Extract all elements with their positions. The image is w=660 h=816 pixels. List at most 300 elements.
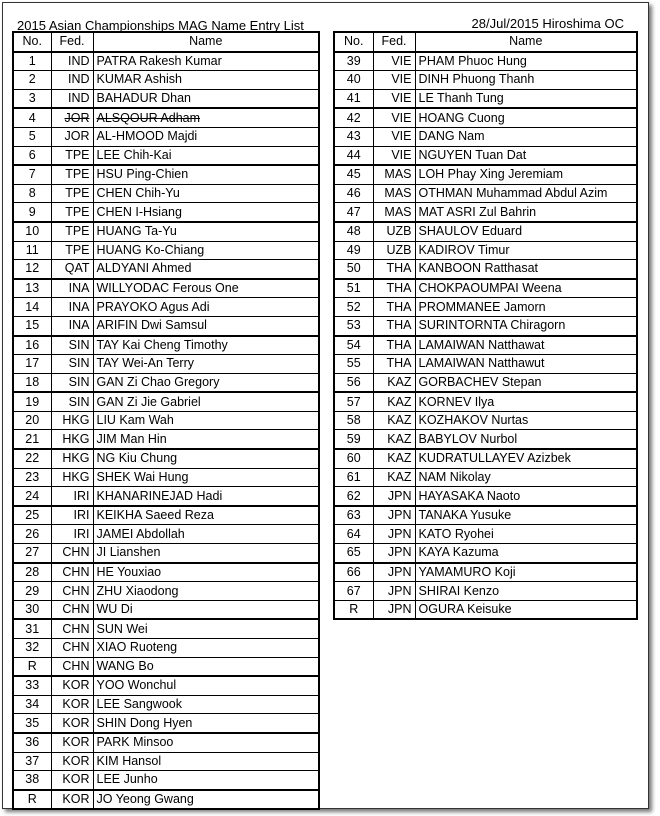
cell-name: [415, 316, 637, 335]
cell-fed: [51, 298, 93, 317]
header-name: Name: [415, 32, 637, 52]
no-text: 21: [25, 431, 40, 446]
fed-text: IRI: [73, 488, 90, 503]
cell-no: [13, 506, 51, 525]
cell-name: [415, 184, 637, 203]
no-text: 34: [25, 697, 40, 712]
table-row: [13, 336, 319, 355]
cell-fed: [51, 714, 93, 733]
header-fed: Fed.: [373, 32, 415, 52]
no-text: 56: [346, 374, 361, 389]
fed-text: KAZ: [387, 451, 412, 466]
cell-fed: [51, 260, 93, 279]
table-row: [13, 430, 319, 449]
name-text: XIAO Ruoteng: [96, 640, 178, 655]
name-text: PRAYOKO Agus Adi: [96, 299, 210, 314]
table-row: [334, 411, 637, 430]
table-row: [334, 468, 637, 487]
cell-name: [415, 222, 637, 241]
cell-no: [334, 468, 373, 487]
table-row: [13, 506, 319, 525]
cell-fed: [51, 430, 93, 449]
table-row: [13, 203, 319, 222]
no-text: 48: [346, 224, 361, 239]
name-text: OTHMAN Muhammad Abdul Azim: [418, 186, 608, 201]
cell-fed: [51, 639, 93, 658]
cell-name: [93, 714, 319, 733]
no-text: 64: [346, 526, 361, 541]
cell-fed: [373, 316, 415, 335]
cell-fed: [51, 355, 93, 374]
table-row: [334, 89, 637, 108]
no-text: R: [349, 602, 359, 617]
cell-fed: [373, 600, 415, 619]
cell-no: [13, 563, 51, 582]
no-text: 63: [346, 508, 361, 523]
no-text: 62: [346, 488, 361, 503]
cell-name: [415, 279, 637, 298]
name-text: HSU Ping-Chien: [96, 167, 189, 182]
cell-no: [13, 600, 51, 619]
fed-text: THA: [386, 337, 412, 352]
header-no: No.: [334, 32, 373, 52]
no-text: 51: [346, 281, 361, 296]
table-row: [334, 108, 637, 127]
cell-fed: [51, 89, 93, 108]
no-text: 60: [346, 451, 361, 466]
cell-fed: [373, 449, 415, 468]
fed-text: CHN: [62, 640, 90, 655]
document-title: 2015 Asian Championships MAG Name Entry List: [17, 18, 304, 33]
cell-name: [415, 89, 637, 108]
cell-name: [415, 108, 637, 127]
cell-name: [93, 752, 319, 771]
fed-text: KOR: [62, 735, 90, 750]
fed-text: HKG: [62, 431, 90, 446]
table-row: [334, 544, 637, 563]
cell-name: [93, 563, 319, 582]
table-row: [334, 52, 637, 71]
table-row: [334, 449, 637, 468]
cell-fed: [51, 657, 93, 676]
no-text: 22: [25, 451, 40, 466]
table-row: [13, 639, 319, 658]
name-text: KOZHAKOV Nurtas: [418, 413, 529, 428]
no-text: 47: [346, 204, 361, 219]
fed-text: VIE: [391, 53, 412, 68]
cell-no: [334, 108, 373, 127]
no-text: 24: [25, 488, 40, 503]
no-text: 55: [346, 356, 361, 371]
table-row: [13, 411, 319, 430]
name-text: BAHADUR Dhan: [96, 91, 191, 106]
name-text: CHEN Chih-Yu: [96, 186, 180, 201]
cell-no: [334, 430, 373, 449]
fed-text: SIN: [68, 337, 90, 352]
fed-text: JPN: [387, 526, 412, 541]
fed-text: UZB: [386, 224, 412, 239]
table-row: [334, 506, 637, 525]
header-row: [13, 32, 319, 52]
cell-name: [93, 771, 319, 790]
fed-text: INA: [68, 281, 90, 296]
name-text: GORBACHEV Stepan: [418, 374, 542, 389]
fed-text: TPE: [65, 186, 90, 201]
name-text: SURINTORNTA Chiragorn: [418, 318, 566, 333]
name-text: TANAKA Yusuke: [418, 508, 512, 523]
no-text: 43: [346, 129, 361, 144]
cell-name: [415, 600, 637, 619]
cell-name: [93, 71, 319, 90]
fed-text: CHN: [62, 621, 90, 636]
no-text: 37: [25, 753, 40, 768]
fed-text: KOR: [62, 792, 90, 807]
cell-name: [415, 298, 637, 317]
fed-text: UZB: [386, 242, 412, 257]
no-text: R: [27, 792, 37, 807]
cell-name: [415, 203, 637, 222]
name-text: ALDYANI Ahmed: [96, 261, 192, 276]
table-row: [334, 222, 637, 241]
cell-fed: [51, 165, 93, 184]
fed-text: KAZ: [387, 431, 412, 446]
cell-name: [93, 449, 319, 468]
no-text: 6: [28, 147, 36, 162]
table-row: [13, 260, 319, 279]
name-text: WILLYODAC Ferous One: [96, 281, 239, 296]
name-text: KORNEV Ilya: [418, 394, 495, 409]
name-text: KIM Hansol: [96, 753, 162, 768]
no-text: 5: [28, 129, 36, 144]
table-row: [334, 165, 637, 184]
name-text: KHANARINEJAD Hadi: [96, 488, 223, 503]
table-row: [13, 582, 319, 601]
fed-text: QAT: [64, 261, 90, 276]
name-text: NG Kiu Chung: [96, 451, 178, 466]
cell-no: [13, 260, 51, 279]
name-text: KATO Ryohei: [418, 526, 494, 541]
table-row: [13, 657, 319, 676]
cell-name: [93, 411, 319, 430]
table-row: [13, 316, 319, 335]
fed-text: JPN: [387, 602, 412, 617]
cell-no: [13, 752, 51, 771]
fed-text: THA: [386, 356, 412, 371]
no-text: 30: [25, 602, 40, 617]
cell-name: [415, 544, 637, 563]
table-row: [13, 752, 319, 771]
no-text: 23: [25, 469, 40, 484]
table-row: [13, 790, 319, 810]
cell-fed: [51, 468, 93, 487]
cell-no: [13, 657, 51, 676]
cell-name: [415, 336, 637, 355]
cell-name: [93, 392, 319, 411]
no-text: 31: [25, 621, 40, 636]
fed-text: CHN: [62, 564, 90, 579]
no-text: 41: [346, 91, 361, 106]
no-text: 25: [25, 508, 40, 523]
fed-text: MAS: [384, 186, 412, 201]
no-text: 35: [25, 715, 40, 730]
name-text: HE Youxiao: [96, 564, 162, 579]
fed-text: HKG: [62, 451, 90, 466]
fed-text: IRI: [73, 508, 90, 523]
cell-name: [415, 127, 637, 146]
cell-fed: [51, 222, 93, 241]
name-text: YOO Wonchul: [96, 678, 177, 693]
table-row: [13, 127, 319, 146]
cell-name: [93, 790, 319, 810]
cell-no: [334, 355, 373, 374]
fed-text: KOR: [62, 715, 90, 730]
no-text: 40: [346, 72, 361, 87]
fed-text: VIE: [391, 147, 412, 162]
name-text: HUANG Ko-Chiang: [96, 242, 205, 257]
cell-fed: [373, 260, 415, 279]
name-text: WANG Bo: [96, 658, 154, 673]
name-text: GAN Zi Jie Gabriel: [96, 394, 201, 409]
table-row: [13, 525, 319, 544]
cell-name: [93, 487, 319, 506]
no-text: 9: [28, 204, 36, 219]
cell-name: [415, 260, 637, 279]
cell-no: [13, 165, 51, 184]
table-row: [13, 468, 319, 487]
cell-no: [13, 355, 51, 374]
table-row: [13, 184, 319, 203]
cell-fed: [373, 355, 415, 374]
cell-name: [93, 695, 319, 714]
name-text: OGURA Keisuke: [418, 602, 512, 617]
name-text: LAMAIWAN Natthawut: [418, 356, 545, 371]
table-row: [334, 336, 637, 355]
cell-no: [334, 563, 373, 582]
cell-name: [93, 298, 319, 317]
table-row: [334, 184, 637, 203]
fed-text: KAZ: [387, 374, 412, 389]
name-text: HUANG Ta-Yu: [96, 224, 177, 239]
table-row: [334, 430, 637, 449]
name-text: PHAM Phuoc Hung: [418, 53, 527, 68]
cell-name: [93, 52, 319, 71]
name-text: WU Di: [96, 602, 133, 617]
cell-name: [415, 468, 637, 487]
no-text: 28: [25, 564, 40, 579]
no-text: 18: [25, 374, 40, 389]
fed-text: TPE: [65, 224, 90, 239]
cell-name: [415, 525, 637, 544]
no-text: 16: [25, 337, 40, 352]
table-row: [334, 525, 637, 544]
name-text: KEIKHA Saeed Reza: [96, 508, 214, 523]
table-row: [334, 582, 637, 601]
fed-text: VIE: [391, 110, 412, 125]
name-text: NGUYEN Tuan Dat: [418, 147, 527, 162]
no-text: 11: [25, 242, 39, 257]
cell-fed: [373, 582, 415, 601]
no-text: 54: [346, 337, 361, 352]
table-row: [13, 619, 319, 638]
cell-name: [415, 241, 637, 260]
cell-no: [13, 373, 51, 392]
name-text: SHIRAI Kenzo: [418, 583, 500, 598]
fed-text: JPN: [387, 488, 412, 503]
name-text: ALSQOUR Adham: [96, 110, 201, 125]
table-row: [13, 487, 319, 506]
name-text: TAY Wei-An Terry: [96, 356, 194, 371]
cell-no: [13, 71, 51, 90]
cell-no: [334, 241, 373, 260]
no-text: 65: [346, 545, 361, 560]
cell-no: [13, 695, 51, 714]
fed-text: KAZ: [387, 413, 412, 428]
cell-no: [13, 411, 51, 430]
no-text: 13: [25, 281, 40, 296]
no-text: 46: [346, 186, 361, 201]
cell-no: [13, 714, 51, 733]
cell-fed: [51, 695, 93, 714]
fed-text: JPN: [387, 583, 412, 598]
no-text: 20: [25, 413, 40, 428]
no-text: 67: [346, 583, 361, 598]
table-row: [13, 108, 319, 127]
cell-no: [13, 298, 51, 317]
name-text: LE Thanh Tung: [418, 91, 504, 106]
no-text: R: [27, 658, 37, 673]
fed-text: KOR: [62, 753, 90, 768]
cell-name: [93, 316, 319, 335]
table-row: [334, 203, 637, 222]
cell-no: [334, 146, 373, 165]
no-text: 3: [28, 91, 36, 106]
cell-fed: [51, 392, 93, 411]
name-text: YAMAMURO Koji: [418, 564, 516, 579]
table-row: [13, 449, 319, 468]
cell-fed: [373, 525, 415, 544]
no-text: 17: [25, 356, 40, 371]
cell-fed: [51, 619, 93, 638]
cell-name: [415, 165, 637, 184]
cell-no: [334, 298, 373, 317]
cell-no: [13, 146, 51, 165]
cell-fed: [373, 487, 415, 506]
cell-name: [415, 52, 637, 71]
table-row: [334, 127, 637, 146]
cell-no: [13, 468, 51, 487]
no-text: 57: [346, 394, 361, 409]
name-text: SHEK Wai Hung: [96, 469, 189, 484]
table-row: [13, 771, 319, 790]
cell-name: [93, 355, 319, 374]
name-text: KAYA Kazuma: [418, 545, 499, 560]
name-text: JIM Man Hin: [96, 431, 167, 446]
cell-name: [93, 468, 319, 487]
cell-fed: [51, 52, 93, 71]
cell-fed: [373, 146, 415, 165]
name-text: HAYASAKA Naoto: [418, 488, 521, 503]
cell-fed: [373, 506, 415, 525]
entry-table-right: [333, 31, 638, 620]
cell-no: [334, 373, 373, 392]
cell-name: [93, 222, 319, 241]
name-text: SHIN Dong Hyen: [96, 715, 193, 730]
cell-fed: [51, 108, 93, 127]
cell-name: [93, 108, 319, 127]
entry-table-left: [12, 31, 320, 810]
cell-no: [13, 89, 51, 108]
table-row: [13, 676, 319, 695]
cell-no: [334, 544, 373, 563]
fed-text: INA: [68, 318, 90, 333]
table-row: [334, 487, 637, 506]
cell-name: [93, 582, 319, 601]
cell-no: [334, 582, 373, 601]
cell-name: [415, 449, 637, 468]
cell-fed: [373, 336, 415, 355]
cell-no: [13, 733, 51, 752]
cell-fed: [51, 203, 93, 222]
no-text: 42: [346, 110, 361, 125]
fed-text: SIN: [68, 374, 90, 389]
table-row: [334, 355, 637, 374]
no-text: 15: [25, 318, 40, 333]
table-row: [13, 71, 319, 90]
cell-no: [13, 525, 51, 544]
cell-no: [13, 639, 51, 658]
cell-no: [334, 184, 373, 203]
table-row: [334, 316, 637, 335]
cell-fed: [373, 203, 415, 222]
cell-name: [415, 373, 637, 392]
cell-no: [13, 392, 51, 411]
cell-no: [334, 222, 373, 241]
fed-text: SIN: [68, 394, 90, 409]
cell-fed: [373, 52, 415, 71]
cell-no: [13, 108, 51, 127]
cell-fed: [373, 241, 415, 260]
cell-fed: [51, 373, 93, 392]
table-row: [13, 563, 319, 582]
cell-no: [334, 279, 373, 298]
name-text: ZHU Xiaodong: [96, 583, 179, 598]
cell-no: [13, 127, 51, 146]
cell-name: [415, 71, 637, 90]
fed-text: CHN: [62, 658, 90, 673]
no-text: 8: [28, 186, 36, 201]
name-text: KUDRATULLAYEV Azizbek: [418, 451, 571, 466]
fed-text: KAZ: [387, 469, 412, 484]
cell-fed: [373, 430, 415, 449]
fed-text: JPN: [387, 545, 412, 560]
table-row: [13, 733, 319, 752]
no-text: 10: [25, 224, 40, 239]
cell-fed: [373, 563, 415, 582]
cell-name: [93, 430, 319, 449]
cell-fed: [373, 165, 415, 184]
name-text: AL-HMOOD Majdi: [96, 129, 198, 144]
cell-name: [93, 241, 319, 260]
cell-name: [93, 203, 319, 222]
cell-name: [415, 487, 637, 506]
fed-text: IRI: [73, 526, 90, 541]
no-text: 26: [25, 526, 40, 541]
fed-text: IND: [67, 53, 90, 68]
name-text: HOANG Cuong: [418, 110, 505, 125]
table-row: [334, 260, 637, 279]
cell-fed: [51, 582, 93, 601]
name-text: LOH Phay Xing Jeremiam: [418, 167, 564, 182]
